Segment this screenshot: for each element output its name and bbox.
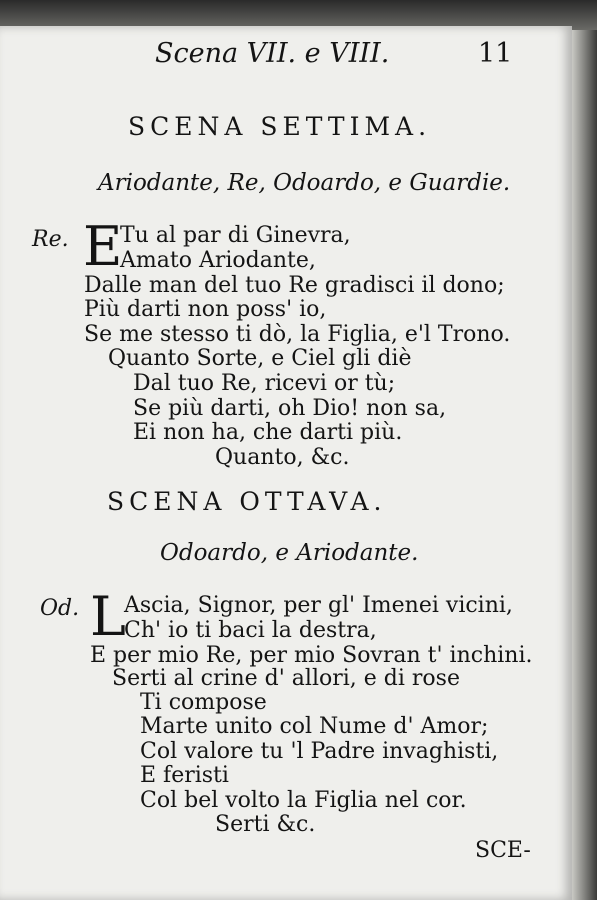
verse-line: Ch' io ti baci la destra, [124, 618, 377, 643]
verse-line: Dal tuo Re, ricevi or tù; [133, 371, 396, 396]
verse-line: Dalle man del tuo Re gradisci il dono; [84, 273, 505, 298]
verse-line: E feristi [140, 763, 229, 788]
verse-line: Se più darti, oh Dio! non sa, [133, 396, 447, 421]
verse-line: Serti al crine d' allori, e di rose [112, 666, 460, 691]
speaker-re: Re. [32, 227, 69, 252]
running-head: Scena VII. e VIII. [155, 38, 390, 69]
verse-line: Col bel volto la Figlia nel cor. [140, 788, 467, 813]
speaker-od: Od. [40, 596, 80, 621]
catchword: SCE- [475, 838, 531, 863]
scene-title-ottava: SCENA OTTAVA. [107, 487, 387, 516]
verse-line: Quanto, &c. [215, 445, 350, 470]
scene-title-settima: SCENA SETTIMA. [128, 112, 432, 141]
drop-cap-l: L [90, 585, 126, 648]
page-edge [572, 30, 597, 900]
verse-line: Ascia, Signor, per gl' Imenei vicini, [124, 593, 513, 618]
verse-line: Se me stesso ti dò, la Figlia, e'l Trono. [84, 322, 511, 347]
cast-list-settima: Ariodante, Re, Odoardo, e Guardie. [98, 170, 511, 196]
verse-line: Ti compose [140, 690, 267, 715]
verse-line: Amato Ariodante, [120, 248, 316, 273]
verse-line: Serti &c. [215, 812, 316, 837]
verse-line: Tu al par di Ginevra, [120, 223, 351, 248]
drop-cap-e: E [83, 215, 123, 278]
verse-line: E per mio Re, per mio Sovran t' inchini. [90, 643, 533, 668]
verse-line: Quanto Sorte, e Ciel gli diè [108, 346, 412, 371]
verse-line: Ei non ha, che darti più. [133, 420, 403, 445]
verse-line: Col valore tu 'l Padre invaghisti, [140, 739, 499, 764]
verse-line: Più darti non poss' io, [84, 297, 327, 322]
page-number: 11 [478, 38, 513, 69]
cast-list-ottava: Odoardo, e Ariodante. [160, 540, 419, 566]
verse-line: Marte unito col Nume d' Amor; [140, 714, 489, 739]
